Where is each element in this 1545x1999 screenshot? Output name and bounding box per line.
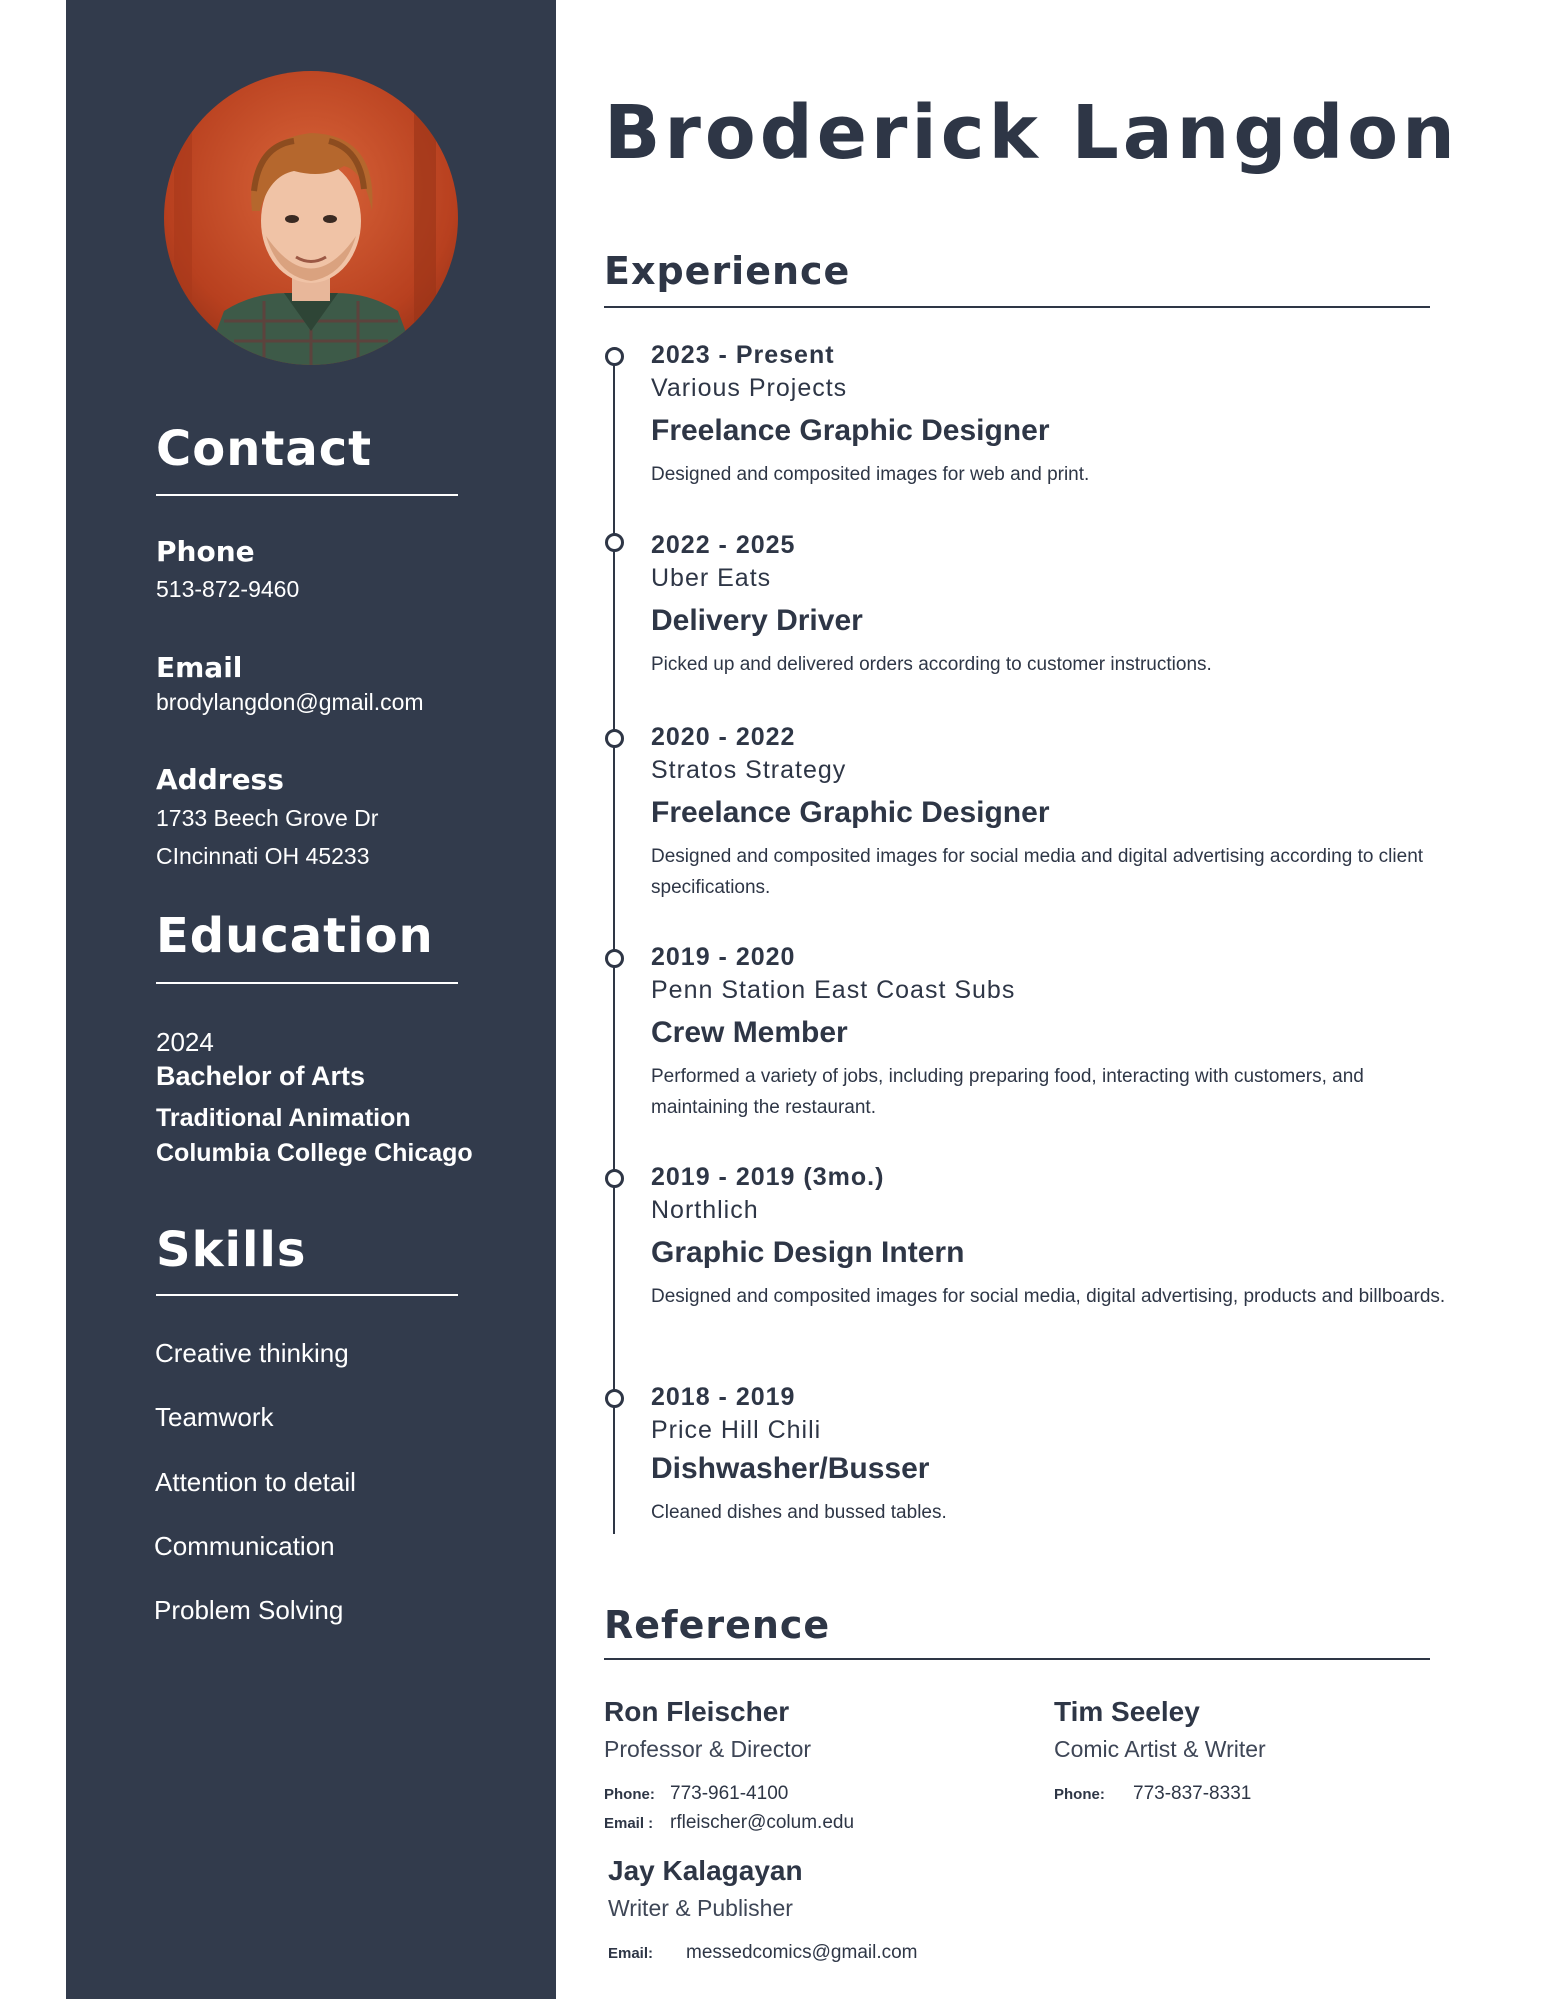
- experience-dates: 2023 - Present: [651, 341, 835, 369]
- experience-company: Northlich: [651, 1196, 759, 1224]
- reference-phone: 773-961-4100: [670, 1783, 789, 1804]
- reference-card: [604, 1698, 1004, 1838]
- experience-entry: [651, 1165, 1461, 1312]
- candidate-name: Broderick Langdon: [604, 90, 1459, 176]
- reference-phone-label: Phone:: [604, 1786, 655, 1803]
- reference-phone-row: [1054, 1784, 1251, 1803]
- experience-title: Delivery Driver: [651, 604, 863, 637]
- timeline-dot: [605, 533, 624, 552]
- education-heading: Education: [156, 908, 434, 964]
- address-line-2: CIncinnati OH 45233: [156, 843, 370, 869]
- reference-email: rfleischer@colum.edu: [670, 1812, 855, 1833]
- email-label: Email: [156, 651, 243, 684]
- experience-description: Designed and composited images for web and print.: [651, 464, 1090, 485]
- experience-title: Graphic Design Intern: [651, 1236, 965, 1269]
- experience-divider: [604, 306, 1430, 308]
- experience-company: Penn Station East Coast Subs: [651, 976, 1016, 1004]
- reference-divider: [604, 1658, 1430, 1660]
- reference-role: Professor & Director: [604, 1736, 812, 1762]
- experience-dates: 2018 - 2019: [651, 1383, 796, 1411]
- experience-entry: [651, 725, 1461, 903]
- timeline-dot: [605, 1389, 624, 1408]
- experience-company: Stratos Strategy: [651, 756, 847, 784]
- experience-entry: [651, 533, 1461, 680]
- experience-dates: 2020 - 2022: [651, 723, 796, 751]
- reference-email-row: [604, 1813, 854, 1832]
- education-divider: [156, 982, 458, 984]
- education-major: Traditional Animation: [156, 1104, 411, 1132]
- experience-dates: 2022 - 2025: [651, 531, 796, 559]
- skills-heading: Skills: [156, 1222, 307, 1278]
- experience-company: Various Projects: [651, 374, 848, 402]
- timeline-dot: [605, 1169, 624, 1188]
- address-line-1: 1733 Beech Grove Dr: [156, 805, 379, 831]
- timeline-dot: [605, 729, 624, 748]
- education-school: Columbia College Chicago: [156, 1139, 473, 1167]
- timeline-dot: [605, 949, 624, 968]
- experience-title: Freelance Graphic Designer: [651, 414, 1050, 447]
- profile-photo: [164, 71, 458, 365]
- experience-description: Picked up and delivered orders according to customer instructions.: [651, 654, 1212, 675]
- skill-item: Creative thinking: [155, 1338, 349, 1368]
- experience-description: Designed and composited images for social media and digital advertising according to client specifications.: [651, 846, 1424, 898]
- skill-item: Communication: [154, 1531, 335, 1561]
- experience-company: Uber Eats: [651, 564, 772, 592]
- experience-title: Crew Member: [651, 1016, 848, 1049]
- timeline-dot: [605, 347, 624, 366]
- reference-name: Ron Fleischer: [604, 1696, 790, 1727]
- contact-heading: Contact: [156, 421, 373, 477]
- reference-email: messedcomics@gmail.com: [686, 1942, 918, 1963]
- reference-card: [1054, 1698, 1434, 1838]
- skills-divider: [156, 1294, 458, 1296]
- reference-role: Writer & Publisher: [608, 1895, 793, 1921]
- experience-entry: [651, 343, 1461, 490]
- reference-card: [608, 1857, 1008, 1967]
- contact-divider: [156, 494, 458, 496]
- experience-dates: 2019 - 2019 (3mo.): [651, 1163, 885, 1191]
- reference-phone-label: Phone:: [1054, 1786, 1105, 1803]
- reference-email-label: Email:: [608, 1945, 654, 1962]
- reference-phone: 773-837-8331: [1133, 1783, 1252, 1804]
- education-degree: Bachelor of Arts: [156, 1061, 366, 1091]
- experience-title: Dishwasher/Busser: [651, 1452, 930, 1485]
- phone-value: 513-872-9460: [156, 576, 300, 602]
- reference-role: Comic Artist & Writer: [1054, 1736, 1266, 1762]
- skill-item: Teamwork: [155, 1402, 274, 1432]
- experience-company: Price Hill Chili: [651, 1416, 822, 1444]
- experience-description: Cleaned dishes and bussed tables.: [651, 1502, 947, 1523]
- reference-email-label: Email :: [604, 1815, 654, 1832]
- experience-entry: [651, 1385, 1461, 1528]
- reference-heading: Reference: [604, 1603, 831, 1647]
- experience-description: Performed a variety of jobs, including preparing food, interacting with customers, and maintaining the restaurant.: [651, 1066, 1364, 1118]
- education-year: 2024: [156, 1027, 214, 1057]
- experience-description: Designed and composited images for social media, digital advertising, products and billboards.: [651, 1286, 1446, 1307]
- experience-title: Freelance Graphic Designer: [651, 796, 1050, 829]
- profile-photo-image: [164, 71, 458, 365]
- email-value: brodylangdon@gmail.com: [156, 689, 424, 715]
- reference-name: Tim Seeley: [1054, 1696, 1200, 1727]
- skill-item: Attention to detail: [155, 1467, 356, 1497]
- experience-dates: 2019 - 2020: [651, 943, 796, 971]
- experience-heading: Experience: [604, 249, 851, 293]
- reference-email-row: [608, 1943, 918, 1962]
- reference-name: Jay Kalagayan: [608, 1855, 803, 1886]
- skill-item: Problem Solving: [154, 1595, 344, 1625]
- phone-label: Phone: [156, 535, 255, 568]
- reference-phone-row: [604, 1784, 788, 1803]
- experience-entry: [651, 945, 1461, 1123]
- address-label: Address: [156, 763, 284, 796]
